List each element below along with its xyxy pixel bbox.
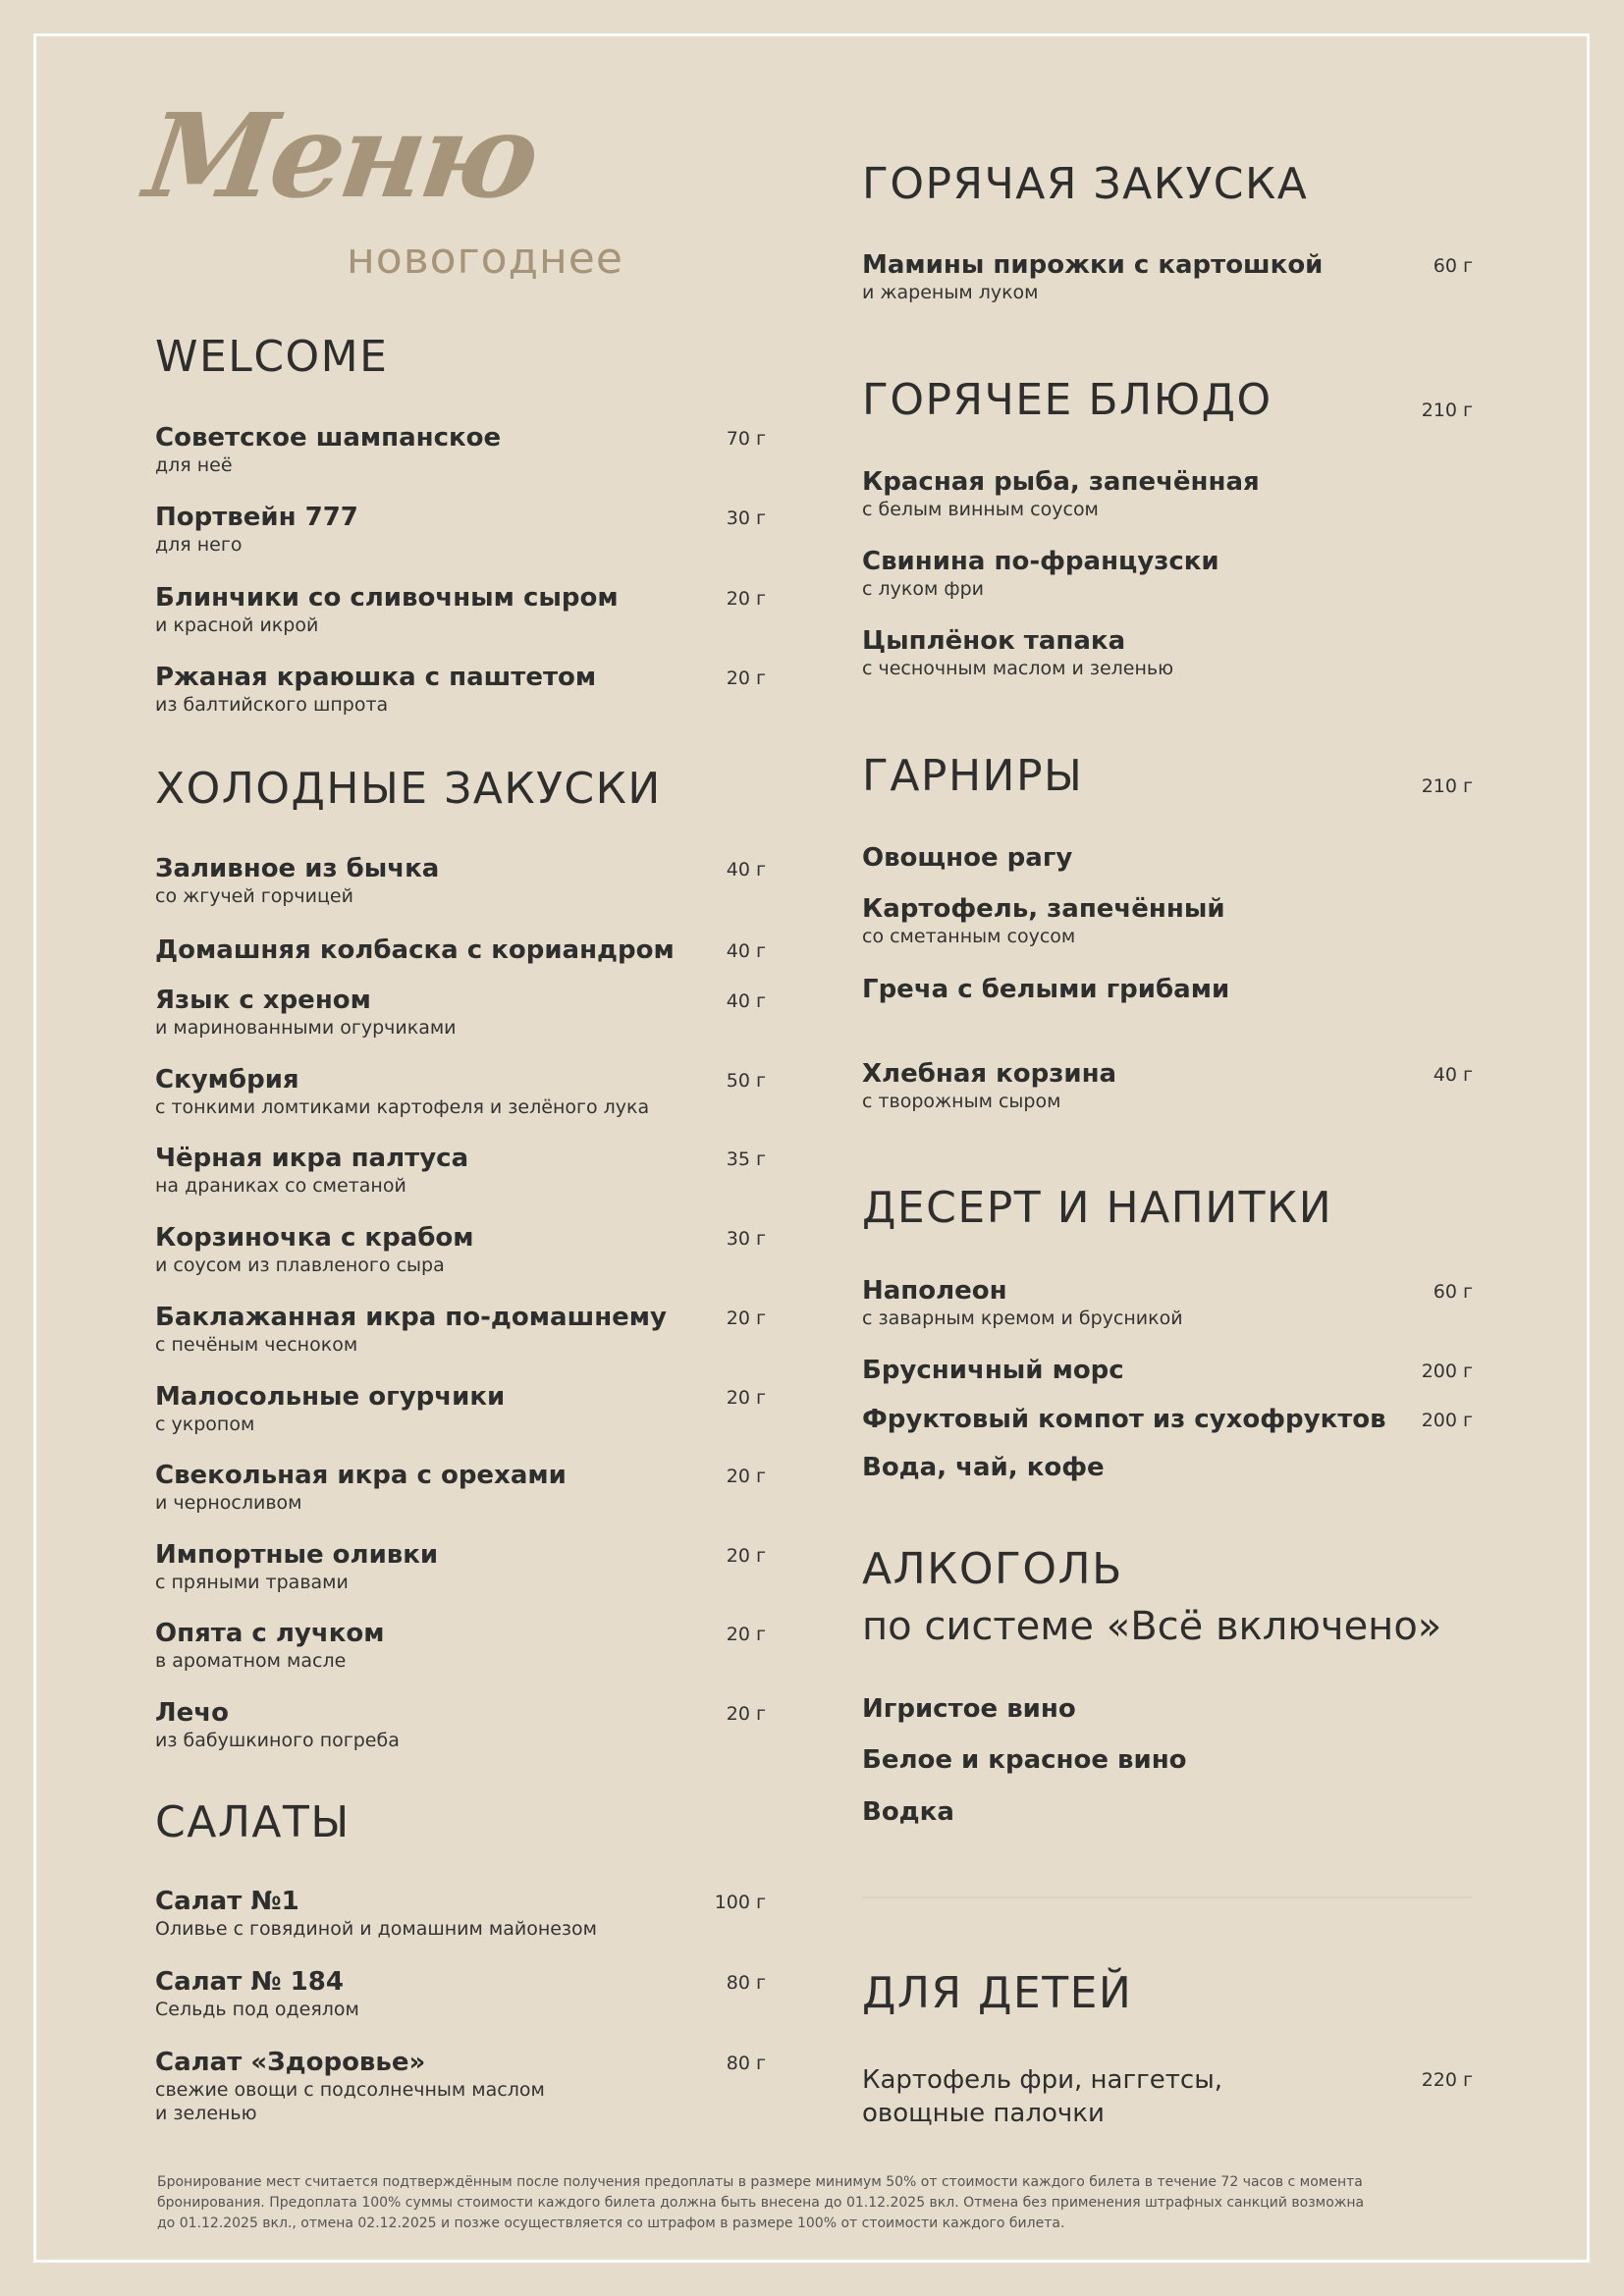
item-weight: 30 г [726, 1228, 766, 1250]
item-name: Картофель, запечённый [862, 894, 1225, 924]
section-title-salads: САЛАТЫ [155, 1797, 351, 1847]
item-name: Красная рыба, запечённая [862, 467, 1260, 497]
menu-item [862, 249, 1473, 304]
menu-item [862, 1275, 1473, 1330]
menu-item [155, 1966, 766, 2021]
item-weight: 20 г [726, 588, 766, 610]
item-name: Чёрная икра палтуса [155, 1144, 469, 1173]
item-name: Салат № 184 [155, 1967, 344, 1997]
item-desc: Оливье с говядиной и домашним майонезом [155, 1918, 597, 1940]
item-desc: со жгучей горчицей [155, 885, 353, 907]
item-weight: 100 г [714, 1892, 766, 1913]
menu-logo [137, 87, 658, 294]
item-desc: с чесночным маслом и зеленью [862, 658, 1174, 679]
menu-item [862, 1404, 1473, 1435]
item-name: Фруктовый компот из сухофруктов [862, 1405, 1386, 1434]
menu-item [862, 1355, 1473, 1386]
item-desc: с печёным чесноком [155, 1334, 358, 1356]
menu-item [155, 1697, 766, 1752]
item-weight: 50 г [726, 1070, 766, 1092]
item-name: Блинчики со сливочным сыром [155, 583, 619, 613]
section-weight: 210 г [1421, 400, 1473, 421]
item-weight: 20 г [726, 1466, 766, 1487]
menu-item [155, 1302, 766, 1357]
item-desc: с заварным кремом и брусникой [862, 1308, 1183, 1329]
menu-item [155, 1886, 766, 1941]
menu-item [862, 974, 1473, 1005]
section-title-garnish: ГАРНИРЫ [862, 751, 1084, 801]
item-name: Игристое вино [862, 1694, 1076, 1724]
section-title-cold: ХОЛОДНЫЕ ЗАКУСКИ [155, 764, 662, 814]
item-name-line1: Картофель фри, наггетсы, [862, 2065, 1223, 2095]
item-weight: 20 г [726, 1545, 766, 1567]
section-title-dessert: ДЕСЕРТ И НАПИТКИ [862, 1183, 1333, 1233]
menu-item [862, 1452, 1473, 1483]
item-name: Наполеон [862, 1276, 1007, 1306]
item-name: Цыплёнок тапака [862, 626, 1126, 656]
item-name: Импортные оливки [155, 1540, 439, 1570]
item-desc: из балтийского шпрота [155, 694, 389, 716]
menu-item [155, 422, 766, 477]
item-desc: с тонкими ломтиками картофеля и зелёного лука [155, 1096, 650, 1118]
item-desc: для него [155, 534, 243, 556]
item-weight: 40 г [726, 990, 766, 1012]
menu-item [155, 934, 766, 966]
item-weight: 40 г [726, 859, 766, 881]
item-name: Свекольная икра с орехами [155, 1461, 567, 1490]
booking-footnote: Бронирование мест считается подтверждённым после получения предоплаты в размере минимум 50% от стоимости каждого билета в течение 72 часов с момента бронирования. Предоплата 100% суммы стоимости каждого билета должна быть внесена до 01.12.2025 вкл. Отмена без применения штрафных санкций возможна до 01.12.2025 вкл., отмена 02.12.2025 и позже осуществляется со штрафом в размере 100% от стоимости каждого билета. [157, 2174, 1365, 2231]
menu-item [155, 1064, 766, 1119]
item-desc: с пряными травами [155, 1572, 349, 1593]
menu-item [862, 1058, 1473, 1113]
item-weight: 20 г [726, 1308, 766, 1329]
item-desc: из бабушкиного погреба [155, 1730, 400, 1751]
menu-item [862, 1744, 1473, 1776]
item-weight: 20 г [726, 1387, 766, 1409]
item-name: Белое и красное вино [862, 1745, 1187, 1775]
item-desc: с укропом [155, 1414, 255, 1435]
item-weight: 220 г [1421, 2069, 1473, 2091]
item-weight: 80 г [726, 1972, 766, 1994]
item-name: Вода, чай, кофе [862, 1453, 1105, 1482]
item-weight: 40 г [1433, 1064, 1473, 1086]
menu-item [862, 2063, 1473, 2130]
item-desc: и соусом из плавленого сыра [155, 1255, 445, 1276]
item-name: Опята с лучком [155, 1619, 385, 1648]
item-weight: 30 г [726, 507, 766, 529]
item-name: Домашняя колбаска с кориандром [155, 935, 675, 965]
item-name: Ржаная краюшка с паштетом [155, 663, 597, 692]
item-weight: 200 г [1421, 1410, 1473, 1431]
item-name: Брусничный морс [862, 1356, 1124, 1385]
item-name: Лечо [155, 1698, 229, 1728]
menu-item [155, 1222, 766, 1277]
item-desc: со сметанным соусом [862, 926, 1076, 947]
section-title-welcome: WELCOME [155, 332, 389, 382]
item-desc: с творожным сыром [862, 1091, 1061, 1112]
item-weight: 80 г [726, 2053, 766, 2074]
logo-subtitle: новогоднее [347, 234, 623, 284]
item-desc: для неё [155, 454, 233, 476]
item-name: Греча с белыми грибами [862, 975, 1230, 1004]
item-name: Заливное из бычка [155, 854, 440, 883]
menu-item [155, 502, 766, 557]
item-weight: 60 г [1433, 255, 1473, 277]
item-weight: 200 г [1421, 1361, 1473, 1382]
item-name: Язык с хреном [155, 986, 371, 1015]
item-desc: и жареным луком [862, 282, 1039, 303]
menu-item [155, 853, 766, 908]
item-name: Портвейн 777 [155, 503, 358, 532]
item-name: Баклажанная икра по-домашнему [155, 1303, 667, 1332]
logo-script: Меню [137, 87, 544, 224]
item-desc: и маринованными огурчиками [155, 1017, 457, 1039]
menu-item [155, 2047, 766, 2125]
item-weight: 20 г [726, 667, 766, 689]
item-name: Мамины пирожки с картошкой [862, 250, 1324, 280]
section-title-alcohol: АЛКОГОЛЬ [862, 1544, 1123, 1594]
section-divider [862, 1896, 1473, 1898]
item-desc: Сельдь под одеялом [155, 1999, 359, 2020]
menu-item [862, 546, 1473, 601]
menu-item [155, 1143, 766, 1198]
item-name: Советское шампанское [155, 423, 502, 453]
menu-item [862, 1693, 1473, 1725]
item-name: Салат №1 [155, 1887, 299, 1916]
menu-item [155, 1618, 766, 1673]
item-desc: и красной икрой [155, 614, 319, 636]
menu-item [862, 1796, 1473, 1828]
item-name: Салат «Здоровье» [155, 2048, 426, 2077]
item-weight: 70 г [726, 428, 766, 450]
menu-item [862, 466, 1473, 521]
item-weight: 40 г [726, 940, 766, 962]
item-name: Водка [862, 1797, 954, 1827]
item-name: Малосольные огурчики [155, 1382, 506, 1412]
menu-item [862, 893, 1473, 948]
item-desc: с белым винным соусом [862, 499, 1099, 520]
item-name: Овощное рагу [862, 843, 1073, 873]
menu-item [155, 662, 766, 717]
item-weight: 20 г [726, 1703, 766, 1725]
section-title-kids: ДЛЯ ДЕТЕЙ [862, 1968, 1133, 2018]
item-desc: на драниках со сметаной [155, 1175, 406, 1197]
menu-item [155, 582, 766, 637]
item-name-line2: овощные палочки [862, 2099, 1105, 2128]
section-weight: 210 г [1421, 775, 1473, 797]
section-title-hot-snack: ГОРЯЧАЯ ЗАКУСКА [862, 159, 1309, 209]
menu-item [862, 625, 1473, 680]
item-name: Свинина по-французски [862, 547, 1219, 576]
section-title-hot-dish: ГОРЯЧЕЕ БЛЮДО [862, 375, 1272, 425]
item-name: Хлебная корзина [862, 1059, 1117, 1089]
item-name: Корзиночка с крабом [155, 1223, 474, 1253]
section-subtitle-alcohol: по системе «Всё включено» [862, 1604, 1442, 1649]
menu-item [155, 1460, 766, 1515]
item-desc: с луком фри [862, 578, 985, 600]
item-weight: 60 г [1433, 1281, 1473, 1303]
menu-item [155, 1381, 766, 1436]
item-name: Скумбрия [155, 1065, 299, 1095]
menu-item [155, 1539, 766, 1594]
menu-item [155, 985, 766, 1040]
item-weight: 20 г [726, 1624, 766, 1645]
menu-item [862, 842, 1473, 874]
item-desc: в ароматном масле [155, 1650, 347, 1672]
item-desc: и черносливом [155, 1492, 302, 1514]
item-weight: 35 г [726, 1148, 766, 1170]
item-desc: свежие овощи с подсолнечным маслом и зеленью [155, 2079, 545, 2124]
